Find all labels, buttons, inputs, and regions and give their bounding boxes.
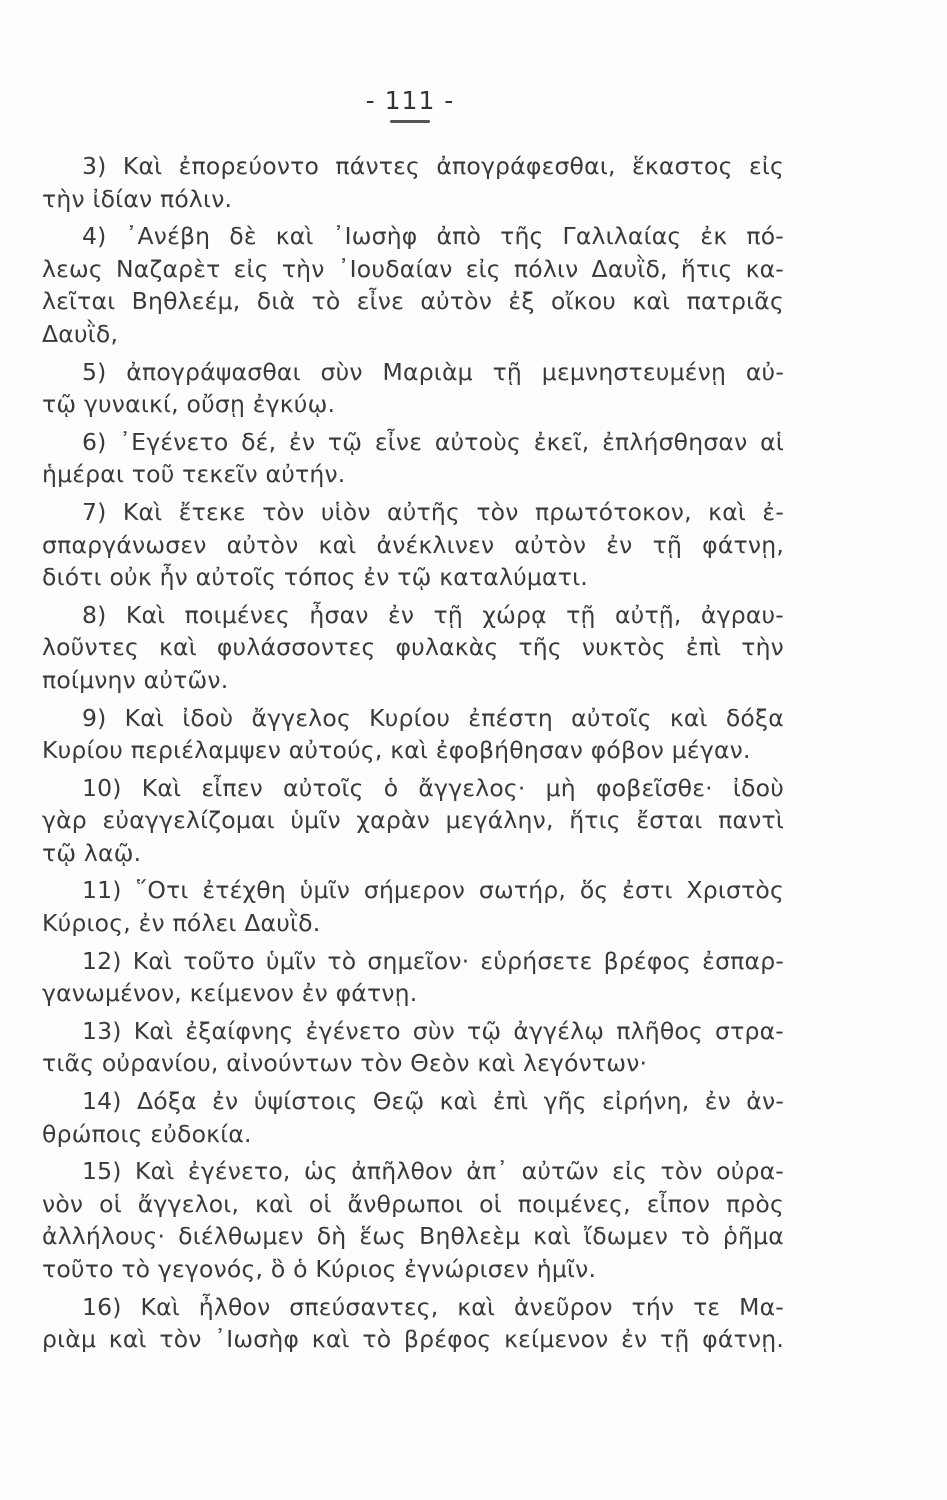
text-line: 5) ἀπογράψασθαι σὺν Μαριὰμ τῇ μεμνηστευμένῃ αὐ- — [82, 357, 784, 386]
text-line: σπαργάνωσεν αὐτὸν καὶ ἀνέκλινεν αὐτὸν ἐν τῇ φάτνῃ, — [42, 530, 784, 559]
text-line: ἀλλήλους· διέλθωμεν δὴ ἕως Βηθλεὲμ καὶ ἴδωμεν τὸ ῥῆμα — [42, 1222, 784, 1251]
page-number-text: - 111 - — [365, 86, 455, 115]
text-line: λεως Ναζαρὲτ εἰς τὴν ᾿Ιουδαίαν εἰς πόλιν Δαυῒδ, ἥτις κα- — [42, 254, 784, 283]
verse-text-block — [42, 150, 784, 1356]
text-line: 4) ᾿Ανέβη δὲ καὶ ᾿Ιωσὴφ ἀπὸ τῆς Γαλιλαίας ἐκ πό- — [82, 222, 784, 251]
text-line: Δαυῒδ, — [42, 319, 119, 348]
text-line: 6) ᾿Εγένετο δέ, ἐν τῷ εἶνε αὐτοὺς ἐκεῖ, ἐπλήσθησαν αἱ — [82, 427, 784, 456]
text-line: θρώποις εὐδοκία. — [42, 1119, 252, 1148]
text-line: Κύριος, ἐν πόλει Δαυῒδ. — [42, 909, 321, 938]
text-line: λεῖται Βηθλεέμ, διὰ τὸ εἶνε αὐτὸν ἐξ οἴκου καὶ πατριᾶς — [42, 287, 784, 316]
text-line: ἡμέραι τοῦ τεκεῖν αὐτήν. — [42, 460, 346, 489]
text-line: τῷ γυναικί, οὔσῃ ἐγκύῳ. — [42, 390, 336, 419]
text-line: 15) Καὶ ἐγένετο, ὡς ἀπῆλθον ἀπ᾿ αὐτῶν εἰς τὸν οὐρα- — [82, 1157, 784, 1186]
text-line: 10) Καὶ εἶπεν αὐτοῖς ὁ ἄγγελος· μὴ φοβεῖσθε· ἰδοὺ — [82, 773, 784, 802]
text-line: τιᾶς οὐρανίου, αἰνούντων τὸν Θεὸν καὶ λεγόντων· — [42, 1049, 648, 1078]
text-line: διότι οὐκ ἦν αὐτοῖς τόπος ἐν τῷ καταλύματι. — [42, 563, 588, 592]
text-line: 16) Καὶ ἦλθον σπεύσαντες, καὶ ἀνεῦρον τήν τε Μα- — [82, 1292, 784, 1321]
text-line: 7) Καὶ ἔτεκε τὸν υἱὸν αὐτῆς τὸν πρωτότοκον, καὶ ἐ- — [82, 497, 784, 526]
text-line: νὸν οἱ ἄγγελοι, καὶ οἱ ἄνθρωποι οἱ ποιμένες, εἶπον πρὸς — [42, 1189, 784, 1218]
text-line: τοῦτο τὸ γεγονός, ὃ ὁ Κύριος ἐγνώρισεν ἡμῖν. — [42, 1255, 597, 1283]
text-line: ποίμνην αὐτῶν. — [42, 665, 229, 694]
text-line: τῷ λαῷ. — [42, 838, 142, 867]
page-number-underline — [390, 120, 430, 123]
text-line: Κυρίου περιέλαμψεν αὐτούς, καὶ ἐφοβήθησαν φόβον μέγαν. — [42, 736, 751, 765]
text-line: 11) ῞Οτι ἐτέχθη ὑμῖν σήμερον σωτήρ, ὅς ἐστι Χριστὸς — [82, 876, 784, 905]
text-line: 14) Δόξα ἐν ὑψίστοις Θεῷ καὶ ἐπὶ γῆς εἰρήνη, ἐν ἀν- — [82, 1087, 784, 1116]
text-line: 12) Καὶ τοῦτο ὑμῖν τὸ σημεῖον· εὑρήσετε βρέφος ἐσπαρ- — [82, 946, 784, 975]
text-line: 3) Καὶ ἐπορεύοντο πάντες ἀπογράφεσθαι, ἕκαστος εἰς — [82, 152, 784, 180]
text-line: τὴν ἰδίαν πόλιν. — [42, 184, 233, 213]
text-line: λοῦντες καὶ φυλάσσοντες φυλακὰς τῆς νυκτὸς ἐπὶ τὴν — [42, 633, 784, 662]
text-line: ριὰμ καὶ τὸν ᾿Ιωσὴφ καὶ τὸ βρέφος κείμενον ἐν τῇ φάτνῃ. — [42, 1325, 784, 1354]
text-line: γανωμένον, κείμενον ἐν φάτνῃ. — [42, 979, 418, 1008]
text-line: γὰρ εὐαγγελίζομαι ὑμῖν χαρὰν μεγάλην, ἥτις ἔσται παντὶ — [42, 806, 784, 835]
page-number — [340, 86, 480, 115]
text-line: 9) Καὶ ἰδοὺ ἄγγελος Κυρίου ἐπέστη αὐτοῖς καὶ δόξα — [82, 703, 784, 732]
text-line: 8) Καὶ ποιμένες ἦσαν ἐν τῇ χώρᾳ τῇ αὐτῇ, ἀγραυ- — [82, 600, 784, 629]
text-line: 13) Καὶ ἐξαίφνης ἐγένετο σὺν τῷ ἀγγέλῳ πλῆθος στρα- — [82, 1016, 784, 1045]
